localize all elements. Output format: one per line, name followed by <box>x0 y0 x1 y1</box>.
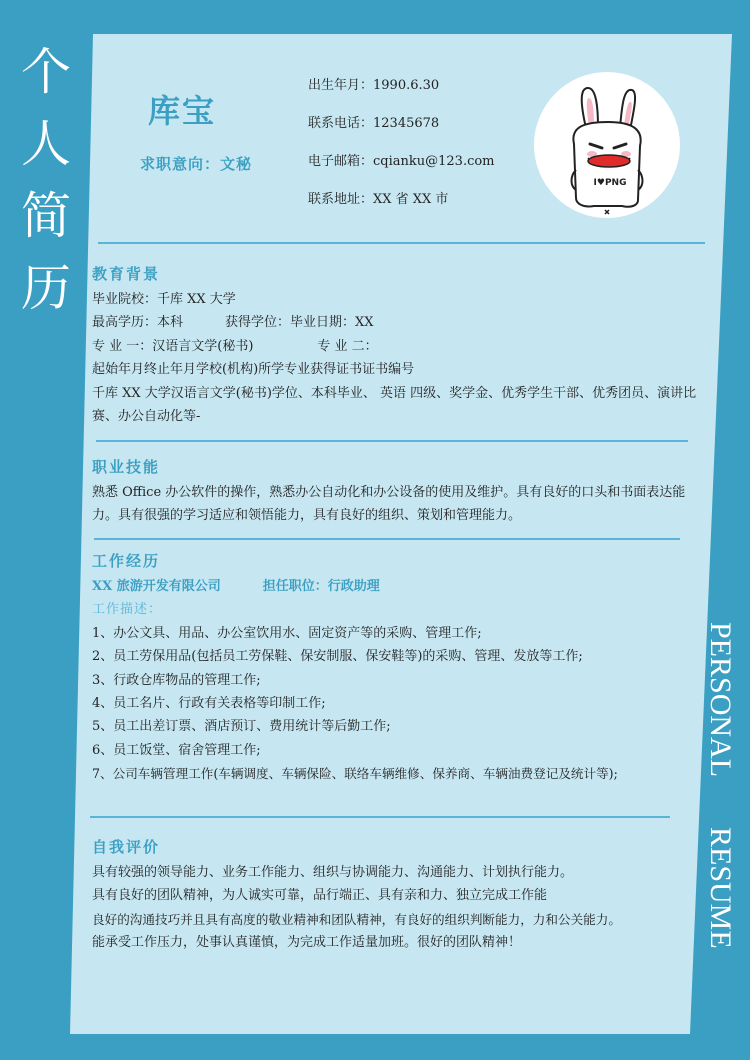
section-work <box>92 550 692 786</box>
skills-title: 职业技能 <box>92 458 161 476</box>
education-school: 毕业院校：千库 XX 大学 <box>92 292 236 307</box>
work-item: 7、公司车辆管理工作(车辆调度、车辆保险、联络车辆维修、保养商、车辆油费登记及统计等); <box>92 766 618 782</box>
work-item: 6、员工饭堂、宿舍管理工作; <box>92 742 261 758</box>
avatar <box>534 72 680 218</box>
education-degree-c: 毕业日期：XX <box>290 315 374 331</box>
side-title-en <box>700 622 740 949</box>
side-title-char: 简 <box>21 187 71 245</box>
education-degree <box>92 311 702 334</box>
section-education <box>92 263 702 428</box>
side-title-char: 历 <box>21 259 71 317</box>
self-eval-line: 具有较强的领导能力、业务工作能力、组织与协调能力、沟通能力、计划执行能力。 <box>92 865 574 880</box>
work-title: 工作经历 <box>92 552 161 570</box>
work-item: 1、办公文具、用品、办公室饮用水、固定资产等的采购、管理工作; <box>92 625 482 641</box>
education-line5: 千库 XX 大学汉语言文学(秘书)学位、本科毕业、 英语 四级、奖学金、优秀学生干部、优秀团员、演讲比赛、办公自动化等- <box>92 385 697 425</box>
self-eval-line: 能承受工作压力，处事认真谨慎，为完成工作适量加班。很好的团队精神！ <box>92 935 522 951</box>
info-phone: 联系电话：12345678 <box>308 116 440 131</box>
side-title-char: 人 <box>21 115 71 173</box>
education-major-a: 专 业 一：汉语言文学(秘书) <box>92 338 254 354</box>
side-title-en-word1: PERSONAL <box>704 622 737 778</box>
education-degree-a: 最高学历：本科 <box>92 315 184 331</box>
work-item: 5、员工出差订票、酒店预订、费用统计等后勤工作; <box>92 719 391 735</box>
info-email: 电子邮箱：cqianku@123.com <box>308 154 495 169</box>
avatar-shirt-text: I♥PNG <box>593 178 627 188</box>
divider-skills <box>94 538 680 540</box>
divider-work <box>90 816 670 818</box>
work-position: 担任职位：行政助理 <box>262 579 380 594</box>
education-line4: 起始年月终止年月学校(机构)所学专业获得证书证书编号 <box>92 362 415 378</box>
info-address: 联系地址：XX 省 XX 市 <box>308 192 449 207</box>
work-item: 4、员工名片、行政有关表格等印制工作; <box>92 696 326 712</box>
education-title: 教育背景 <box>92 265 161 283</box>
section-skills <box>92 456 692 528</box>
job-intent: 求职意向：文秘 <box>140 155 253 173</box>
info-birth: 出生年月：1990.6.30 <box>308 78 440 93</box>
divider-header <box>98 242 705 244</box>
side-title-cn <box>14 36 78 324</box>
section-self-eval <box>92 836 692 955</box>
side-title-char: 个 <box>21 43 71 101</box>
candidate-name: 库宝 <box>148 92 217 130</box>
work-item: 2、员工劳保用品(包括员工劳保鞋、保安制服、保安鞋等)的采购、管理、发放等工作; <box>92 649 583 665</box>
education-major <box>92 335 702 358</box>
self-eval-line: 良好的沟通技巧并且具有高度的敬业精神和团队精神，有良好的组织判断能力，力和公关能力。 <box>92 911 621 927</box>
work-desc-label: 工作描述： <box>92 602 163 618</box>
contact-info <box>308 76 495 228</box>
self-eval-title: 自我评价 <box>92 838 161 856</box>
rabbit-avatar-icon <box>534 72 680 218</box>
work-company: XX 旅游开发有限公司 <box>92 579 221 594</box>
self-eval-line: 具有良好的团队精神，为人诚实可靠，品行端正、具有亲和力、独立完成工作能 <box>92 888 548 904</box>
education-degree-b: 获得学位： <box>225 315 291 331</box>
side-title-en-word2: RESUME <box>704 826 737 949</box>
work-company-row <box>92 575 692 598</box>
education-major-b: 专 业 二： <box>317 338 378 354</box>
skills-text: 熟悉 Office 办公软件的操作，熟悉办公自动化和办公设备的使用及维护。具有良好的口头和书面表达能力。具有很强的学习适应和领悟能力，具有良好的组织、策划和管理能力。 <box>92 485 686 524</box>
divider-education <box>96 440 688 442</box>
work-item: 3、行政仓库物品的管理工作; <box>92 672 261 688</box>
